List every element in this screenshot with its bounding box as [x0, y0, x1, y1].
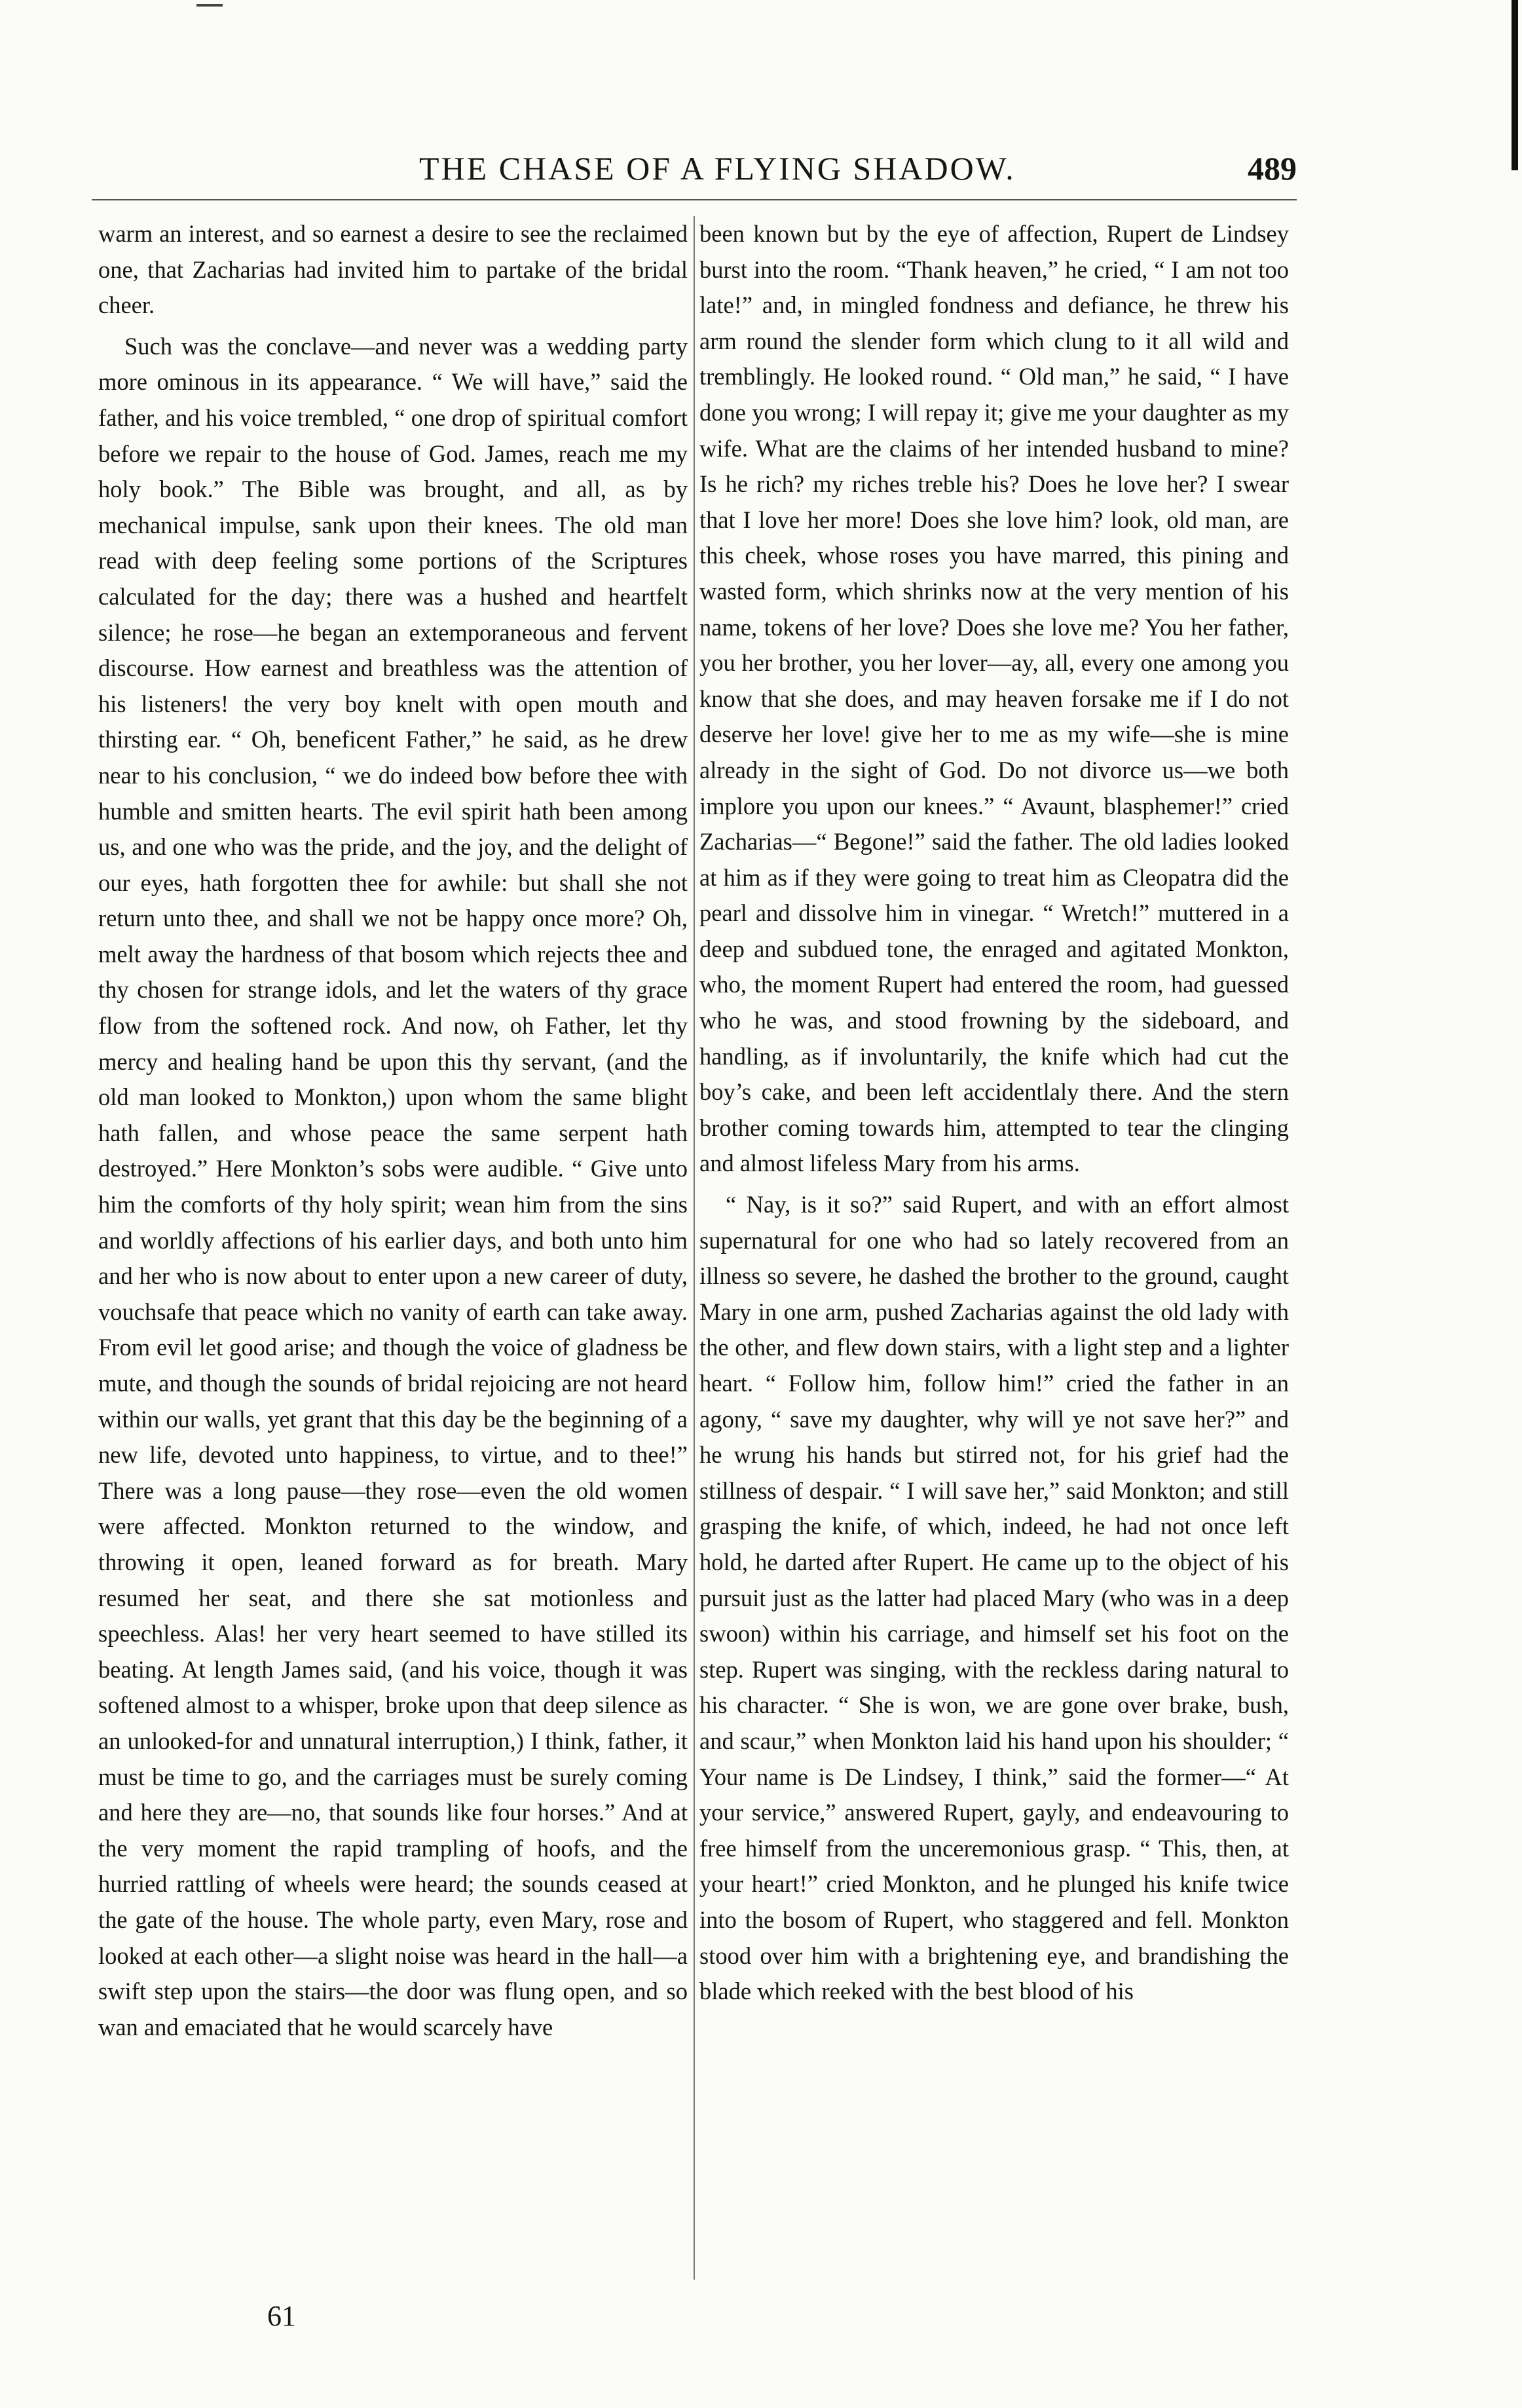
left-column [98, 216, 688, 2045]
paragraph: Such was the conclave—and never was a wedding party more ominous in its appearance. “ We will have,” said the father, and his voice trembled, “ one drop of spiritual comfort before we repair to the house of God. James, reach me my holy book.” The Bible was brought, and all, as by mechanical impulse, sank upon their knees. The old man read with deep feeling some portions of the Scriptures calculated for the day; there was a hushed and heartfelt silence; he rose—he began an extemporaneous and fervent discourse. How earnest and breathless was the attention of his listeners! the very boy knelt with open mouth and thirsting ear. “ Oh, beneficent Father,” he said, as he drew near to his conclusion, “ we do indeed bow before thee with humble and smitten hearts. The evil spirit hath been among us, and one who was the pride, and the joy, and the delight of our eyes, hath forgotten thee for awhile: but shall she not return unto thee, and shall we not be happy once more? Oh, melt away the hardness of that bosom which rejects thee and thy chosen for strange idols, and let the waters of thy grace flow from the softened rock. And now, oh Father, let thy mercy and healing hand be upon this thy servant, (and the old man looked to Monkton,) upon whom the same blight hath fallen, and whose peace the same serpent hath destroyed.” Here Monkton’s sobs were audible. “ Give unto him the comforts of thy holy spirit; wean him from the sins and worldly affections of his earlier days, and both unto him and her who is now about to enter upon a new career of duty, vouchsafe that peace which no vanity of earth can take away. From evil let good arise; and though the voice of gladness be mute, and though the sounds of bridal rejoicing are not heard within our walls, yet grant that this day be the beginning of a new life, devoted unto happiness, to virtue, and to thee!” There was a long pause—they rose—even the old women were affected. Monkton returned to the window, and throwing it open, leaned forward as for breath. Mary resumed her seat, and there she sat motionless and speechless. Alas! her very heart seemed to have stilled its beating. At length James said, (and his voice, though it was softened almost to a whisper, broke upon that deep silence as an unlooked-for and unnatural interruption,) I think, father, it must be time to go, and the carriages must be surely coming and here they are—no, that sounds like four horses.” And at the very moment the rapid trampling of hoofs, and the hurried rattling of wheels were heard; the sounds ceased at the gate of the house. The whole party, even Mary, rose and looked at each other—a slight noise was heard in the hall—a swift step upon the stairs—the door was flung open, and so wan and emaciated that he would scarcely have [98, 332, 688, 2041]
page-number: 489 [1248, 150, 1297, 187]
paragraph: warm an interest, and so earnest a desire to see the reclaimed one, that Zacharias had invited him to partake of the bridal cheer. [98, 220, 688, 319]
page-edge-shadow [1512, 0, 1518, 170]
page-header [92, 149, 1297, 202]
header-rule [92, 199, 1297, 200]
right-column [699, 216, 1289, 2010]
column-divider [694, 216, 695, 2280]
running-title: THE CHASE OF A FLYING SHADOW. [419, 150, 1016, 187]
paragraph: been known but by the eye of affection, Rupert de Lindsey burst into the room. “Thank heaven,” he cried, “ I am not too late!” and, in mingled fondness and defiance, he threw his arm round the slender form which clung to it all wild and tremblingly. He looked round. “ Old man,” he said, “ I have done you wrong; I will repay it; give me your daughter as my wife. What are the claims of her intended husband to mine? Is he rich? my riches treble his? Does he love her? I swear that I love her more! Does she love him? look, old man, are this cheek, whose roses you have marred, this pining and wasted form, which shrinks now at the very mention of his name, tokens of her love? Does she love me? You her father, you her brother, you her lover—ay, all, every one among you know that she does, and may heaven forsake me if I do not deserve her love! give her to me as my wife—she is mine already in the sight of God. Do not divorce us—we both implore you upon our knees.” “ Avaunt, blasphemer!” cried Zacharias—“ Begone!” said the father. The old ladies looked at him as if they were going to treat him as Cleopatra did the pearl and dissolve him in vinegar. “ Wretch!” muttered in a deep and subdued tone, the enraged and agitated Monkton, who, the moment Rupert had entered the room, had guessed who he was, and stood frowning by the sideboard, and handling, as if involuntarily, the knife which had cut the boy’s cake, and been left accidentlaly there. And the stern brother coming towards him, attempted to tear the clinging and almost lifeless Mary from his arms. [699, 220, 1289, 1177]
paragraph: “ Nay, is it so?” said Rupert, and with an effort almost supernatural for one who had so lately recovered from an illness so severe, he dashed the brother to the ground, caught Mary in one arm, pushed Zacharias against the old lady with the other, and flew down stairs, with a light step and a lighter heart. “ Follow him, follow him!” cried the father in an agony, “ save my daughter, why will ye not save her?” and he wrung his hands but stirred not, for his grief had the stillness of despair. “ I will save her,” said Monkton; and still grasping the knife, of which, indeed, he had not once left hold, he darted after Rupert. He came up to the object of his pursuit just as the latter had placed Mary (who was in a deep swoon) within his carriage, and himself set his foot on the step. Rupert was singing, with the reckless daring natural to his character. “ She is won, we are gone over brake, bush, and scaur,” when Monkton laid his hand upon his shoulder; “ Your name is De Lindsey, I think,” said the former—“ At your service,” answered Rupert, gayly, and endeavouring to free himself from the unceremonious grasp. “ This, then, at your heart!” cried Monkton, and he plunged his knife twice into the bosom of Rupert, who staggered and fell. Monkton stood over him with a brightening eye, and brandishing the blade which reeked with the best blood of his [699, 1191, 1289, 2005]
top-ink-mark [196, 4, 223, 7]
signature-mark: 61 [267, 2300, 296, 2332]
